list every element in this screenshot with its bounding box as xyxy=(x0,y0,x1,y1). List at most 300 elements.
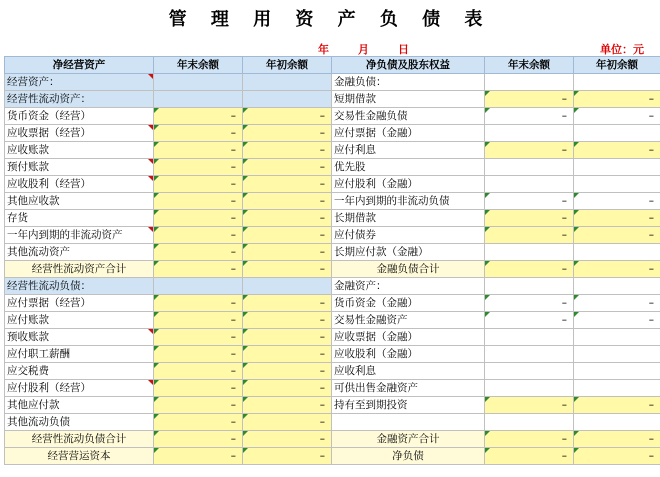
right-year-begin-cell[interactable] xyxy=(574,159,660,176)
table-row xyxy=(5,210,660,227)
cell-value: – xyxy=(561,195,567,207)
right-year-begin-cell[interactable] xyxy=(574,193,660,210)
formula-indicator-icon xyxy=(243,295,248,300)
cell-value: – xyxy=(319,331,325,343)
right-year-end-cell[interactable] xyxy=(485,193,574,210)
cell-value: – xyxy=(230,195,236,207)
formula-indicator-icon xyxy=(154,363,159,368)
balance-sheet-table xyxy=(4,56,660,465)
cell-value: – xyxy=(319,144,325,156)
formula-indicator-icon xyxy=(574,142,579,147)
formula-indicator-icon xyxy=(243,380,248,385)
table-row xyxy=(5,295,660,312)
left-label-cell[interactable] xyxy=(5,227,154,244)
left-year-begin-cell[interactable] xyxy=(243,227,332,244)
header-right-year-end[interactable]: 年末余额 xyxy=(485,57,574,74)
formula-indicator-icon xyxy=(574,193,579,198)
formula-indicator-icon xyxy=(154,125,159,130)
right-year-end-cell[interactable] xyxy=(485,125,574,142)
formula-indicator-icon xyxy=(574,295,579,300)
right-year-end-cell[interactable] xyxy=(485,295,574,312)
table-row xyxy=(5,312,660,329)
right-year-end-cell[interactable] xyxy=(485,244,574,261)
formula-indicator-icon xyxy=(154,414,159,419)
left-year-begin-cell[interactable] xyxy=(243,363,332,380)
cell-value: – xyxy=(648,93,654,105)
header-left-year-end[interactable]: 年末余额 xyxy=(154,57,243,74)
left-year-end-cell[interactable] xyxy=(154,414,243,431)
left-year-begin-cell[interactable] xyxy=(243,91,332,108)
cell-value: – xyxy=(319,382,325,394)
left-year-begin-cell[interactable] xyxy=(243,295,332,312)
right-year-begin-cell[interactable] xyxy=(574,278,660,295)
formula-indicator-icon xyxy=(154,448,159,453)
right-label-cell[interactable]: 货币资金（金融） xyxy=(332,295,485,312)
formula-indicator-icon xyxy=(485,295,490,300)
left-year-end-cell[interactable] xyxy=(154,193,243,210)
cell-value: – xyxy=(319,450,325,462)
right-label-cell[interactable]: 金融资产： xyxy=(332,278,485,295)
cell-value: – xyxy=(561,450,567,462)
header-right-year-begin[interactable]: 年初余额 xyxy=(574,57,660,74)
cell-value: – xyxy=(230,229,236,241)
header-net-liabilities-equity[interactable]: 净负债及股东权益 xyxy=(332,57,485,74)
right-label-cell[interactable]: 净负债 xyxy=(332,448,485,465)
left-year-end-cell[interactable] xyxy=(154,125,243,142)
comment-indicator-icon xyxy=(148,176,153,181)
left-label-cell[interactable]: 经营性流动负债合计 xyxy=(5,431,154,448)
formula-indicator-icon xyxy=(154,312,159,317)
formula-indicator-icon xyxy=(485,431,490,436)
left-year-end-cell[interactable] xyxy=(154,91,243,108)
cell-value: – xyxy=(319,433,325,445)
right-year-end-cell[interactable] xyxy=(485,74,574,91)
formula-indicator-icon xyxy=(574,312,579,317)
formula-indicator-icon xyxy=(154,159,159,164)
cell-value: – xyxy=(648,229,654,241)
formula-indicator-icon xyxy=(154,346,159,351)
cell-value: – xyxy=(561,229,567,241)
cell-value: – xyxy=(319,263,325,275)
left-year-begin-cell[interactable] xyxy=(243,312,332,329)
cell-value: – xyxy=(319,195,325,207)
cell-value: – xyxy=(230,314,236,326)
left-year-end-cell[interactable] xyxy=(154,227,243,244)
formula-indicator-icon xyxy=(243,125,248,130)
right-label-cell[interactable]: 应付股利（金融） xyxy=(332,176,485,193)
left-year-end-cell[interactable] xyxy=(154,159,243,176)
formula-indicator-icon xyxy=(574,227,579,232)
formula-indicator-icon xyxy=(243,261,248,266)
table-row xyxy=(5,91,660,108)
unit-label: 单位：元 xyxy=(600,43,644,56)
left-year-begin-cell[interactable] xyxy=(243,329,332,346)
table-row xyxy=(5,380,660,397)
left-year-end-cell[interactable] xyxy=(154,329,243,346)
formula-indicator-icon xyxy=(243,346,248,351)
right-label-cell[interactable]: 应付票据（金融） xyxy=(332,125,485,142)
left-label-cell[interactable] xyxy=(5,176,154,193)
table-row xyxy=(5,176,660,193)
cell-value: – xyxy=(230,263,236,275)
cell-value: – xyxy=(561,263,567,275)
cell-value: – xyxy=(648,110,654,122)
left-label-cell[interactable] xyxy=(5,329,154,346)
right-year-begin-cell[interactable] xyxy=(574,380,660,397)
right-label-cell[interactable]: 应收利息 xyxy=(332,363,485,380)
cell-value: – xyxy=(648,450,654,462)
cell-value: – xyxy=(230,246,236,258)
left-label-cell[interactable]: 其他流动资产 xyxy=(5,244,154,261)
right-label-cell[interactable]: 一年内到期的非流动负债 xyxy=(332,193,485,210)
right-year-begin-cell[interactable] xyxy=(574,363,660,380)
cell-value: – xyxy=(648,195,654,207)
formula-indicator-icon xyxy=(485,210,490,215)
left-label-cell[interactable]: 经营性流动负债： xyxy=(5,278,154,295)
left-year-begin-cell[interactable] xyxy=(243,397,332,414)
cell-value: – xyxy=(319,297,325,309)
right-year-begin-cell[interactable] xyxy=(574,261,660,278)
right-year-begin-cell[interactable] xyxy=(574,125,660,142)
right-label-cell[interactable]: 交易性金融资产 xyxy=(332,312,485,329)
right-label-cell[interactable]: 应付利息 xyxy=(332,142,485,159)
cell-text: 预付账款 xyxy=(7,161,49,173)
table-row xyxy=(5,414,660,431)
cell-value: – xyxy=(230,399,236,411)
left-year-end-cell[interactable] xyxy=(154,278,243,295)
formula-indicator-icon xyxy=(154,244,159,249)
formula-indicator-icon xyxy=(243,448,248,453)
formula-indicator-icon xyxy=(243,244,248,249)
cell-text: 一年内到期的非流动资产 xyxy=(7,229,123,241)
left-year-begin-cell[interactable] xyxy=(243,414,332,431)
right-year-end-cell[interactable] xyxy=(485,91,574,108)
formula-indicator-icon xyxy=(154,329,159,334)
table-row xyxy=(5,329,660,346)
left-year-begin-cell[interactable] xyxy=(243,210,332,227)
formula-indicator-icon xyxy=(243,193,248,198)
right-year-end-cell[interactable] xyxy=(485,414,574,431)
right-label-cell[interactable]: 应付债券 xyxy=(332,227,485,244)
formula-indicator-icon xyxy=(485,193,490,198)
left-label-cell[interactable]: 其他应付款 xyxy=(5,397,154,414)
header-row xyxy=(5,57,660,74)
cell-value: – xyxy=(648,144,654,156)
left-label-cell[interactable]: 存货 xyxy=(5,210,154,227)
cell-text: 应付股利（经营） xyxy=(7,382,91,394)
cell-value: – xyxy=(230,331,236,343)
left-label-cell[interactable]: 应交税费 xyxy=(5,363,154,380)
right-year-begin-cell[interactable] xyxy=(574,346,660,363)
left-year-begin-cell[interactable] xyxy=(243,346,332,363)
right-year-begin-cell[interactable] xyxy=(574,108,660,125)
table-row xyxy=(5,278,660,295)
date-unit-row xyxy=(0,40,660,56)
left-label-cell[interactable] xyxy=(5,159,154,176)
left-year-end-cell[interactable] xyxy=(154,295,243,312)
left-year-end-cell[interactable] xyxy=(154,142,243,159)
formula-indicator-icon xyxy=(243,159,248,164)
cell-value: – xyxy=(648,263,654,275)
right-year-end-cell[interactable] xyxy=(485,346,574,363)
right-year-begin-cell[interactable] xyxy=(574,142,660,159)
cell-value: – xyxy=(319,127,325,139)
right-year-end-cell[interactable] xyxy=(485,448,574,465)
formula-indicator-icon xyxy=(154,142,159,147)
right-year-end-cell[interactable] xyxy=(485,159,574,176)
right-year-begin-cell[interactable] xyxy=(574,431,660,448)
left-year-begin-cell[interactable] xyxy=(243,261,332,278)
cell-value: – xyxy=(230,433,236,445)
left-label-cell[interactable]: 应付票据（经营） xyxy=(5,295,154,312)
left-year-begin-cell[interactable] xyxy=(243,193,332,210)
right-label-cell[interactable]: 金融负债： xyxy=(332,74,485,91)
right-label-cell[interactable]: 优先股 xyxy=(332,159,485,176)
cell-value: – xyxy=(319,246,325,258)
formula-indicator-icon xyxy=(485,397,490,402)
right-label-cell[interactable]: 可供出售金融资产 xyxy=(332,380,485,397)
left-year-end-cell[interactable] xyxy=(154,176,243,193)
cell-value: – xyxy=(319,178,325,190)
formula-indicator-icon xyxy=(154,295,159,300)
cell-value: – xyxy=(319,161,325,173)
left-year-end-cell[interactable] xyxy=(154,261,243,278)
cell-value: – xyxy=(561,110,567,122)
cell-value: – xyxy=(648,399,654,411)
formula-indicator-icon xyxy=(243,431,248,436)
right-year-end-cell[interactable] xyxy=(485,329,574,346)
left-year-end-cell[interactable] xyxy=(154,312,243,329)
left-year-end-cell[interactable] xyxy=(154,397,243,414)
formula-indicator-icon xyxy=(574,261,579,266)
cell-value: – xyxy=(648,297,654,309)
right-label-cell[interactable]: 交易性金融负债 xyxy=(332,108,485,125)
formula-indicator-icon xyxy=(485,261,490,266)
left-label-cell[interactable] xyxy=(5,380,154,397)
formula-indicator-icon xyxy=(485,227,490,232)
cell-value: – xyxy=(648,212,654,224)
right-label-cell[interactable] xyxy=(332,414,485,431)
table-row xyxy=(5,397,660,414)
formula-indicator-icon xyxy=(574,210,579,215)
left-label-cell[interactable]: 其他应收款 xyxy=(5,193,154,210)
formula-indicator-icon xyxy=(243,329,248,334)
formula-indicator-icon xyxy=(154,227,159,232)
left-label-cell[interactable]: 其他流动负债 xyxy=(5,414,154,431)
comment-indicator-icon xyxy=(148,159,153,164)
header-net-operating-assets[interactable]: 净经营资产 xyxy=(5,57,154,74)
day-label: 日 xyxy=(398,43,409,56)
left-year-end-cell[interactable] xyxy=(154,363,243,380)
cell-value: – xyxy=(319,399,325,411)
right-year-end-cell[interactable] xyxy=(485,312,574,329)
formula-indicator-icon xyxy=(243,363,248,368)
right-label-cell[interactable]: 长期借款 xyxy=(332,210,485,227)
left-label-cell[interactable] xyxy=(5,74,154,91)
left-year-end-cell[interactable] xyxy=(154,431,243,448)
right-year-begin-cell[interactable] xyxy=(574,295,660,312)
left-label-cell[interactable]: 应付账款 xyxy=(5,312,154,329)
right-label-cell[interactable]: 短期借款 xyxy=(332,91,485,108)
formula-indicator-icon xyxy=(154,261,159,266)
left-year-begin-cell[interactable] xyxy=(243,244,332,261)
cell-text: 经营资产： xyxy=(7,76,60,88)
right-year-begin-cell[interactable] xyxy=(574,91,660,108)
cell-value: – xyxy=(230,127,236,139)
right-label-cell[interactable]: 持有至到期投资 xyxy=(332,397,485,414)
right-year-end-cell[interactable] xyxy=(485,431,574,448)
table-row xyxy=(5,346,660,363)
left-year-begin-cell[interactable] xyxy=(243,125,332,142)
left-year-end-cell[interactable] xyxy=(154,74,243,91)
left-year-begin-cell[interactable] xyxy=(243,448,332,465)
left-year-end-cell[interactable] xyxy=(154,380,243,397)
comment-indicator-icon xyxy=(148,227,153,232)
formula-indicator-icon xyxy=(574,91,579,96)
right-label-cell[interactable]: 应收股利（金融） xyxy=(332,346,485,363)
left-year-end-cell[interactable] xyxy=(154,210,243,227)
right-year-begin-cell[interactable] xyxy=(574,210,660,227)
left-year-end-cell[interactable] xyxy=(154,346,243,363)
cell-value: – xyxy=(230,382,236,394)
left-year-end-cell[interactable] xyxy=(154,448,243,465)
right-year-end-cell[interactable] xyxy=(485,278,574,295)
formula-indicator-icon xyxy=(485,91,490,96)
formula-indicator-icon xyxy=(485,142,490,147)
table-row xyxy=(5,108,660,125)
right-year-begin-cell[interactable] xyxy=(574,227,660,244)
cell-value: – xyxy=(561,212,567,224)
cell-value: – xyxy=(561,314,567,326)
cell-value: – xyxy=(319,416,325,428)
cell-text: 应收票据（经营） xyxy=(7,127,91,139)
cell-value: – xyxy=(230,161,236,173)
header-left-year-begin[interactable]: 年初余额 xyxy=(243,57,332,74)
left-year-begin-cell[interactable] xyxy=(243,380,332,397)
left-year-end-cell[interactable] xyxy=(154,108,243,125)
cell-value: – xyxy=(230,365,236,377)
cell-text: 预收账款 xyxy=(7,331,49,343)
right-year-begin-cell[interactable] xyxy=(574,329,660,346)
right-year-end-cell[interactable] xyxy=(485,108,574,125)
left-label-cell[interactable]: 经营性流动资产合计 xyxy=(5,261,154,278)
left-label-cell[interactable]: 应付职工薪酬 xyxy=(5,346,154,363)
right-year-end-cell[interactable] xyxy=(485,227,574,244)
table-row xyxy=(5,363,660,380)
formula-indicator-icon xyxy=(154,431,159,436)
right-label-cell[interactable]: 长期应付款（金融） xyxy=(332,244,485,261)
formula-indicator-icon xyxy=(243,414,248,419)
right-year-end-cell[interactable] xyxy=(485,210,574,227)
formula-indicator-icon xyxy=(574,108,579,113)
right-year-begin-cell[interactable] xyxy=(574,448,660,465)
sheet-title: 管 理 用 资 产 负 债 表 xyxy=(168,9,492,30)
right-label-cell[interactable]: 金融资产合计 xyxy=(332,431,485,448)
formula-indicator-icon xyxy=(154,380,159,385)
left-year-begin-cell[interactable] xyxy=(243,142,332,159)
left-label-cell[interactable] xyxy=(5,125,154,142)
formula-indicator-icon xyxy=(243,312,248,317)
left-year-begin-cell[interactable] xyxy=(243,176,332,193)
cell-text: 应收股利（经营） xyxy=(7,178,91,190)
cell-value: – xyxy=(319,110,325,122)
cell-value: – xyxy=(230,110,236,122)
cell-value: – xyxy=(230,416,236,428)
left-label-cell[interactable]: 货币资金（经营） xyxy=(5,108,154,125)
cell-value: – xyxy=(648,314,654,326)
table-row xyxy=(5,159,660,176)
formula-indicator-icon xyxy=(485,108,490,113)
year-label: 年 xyxy=(318,43,329,56)
comment-indicator-icon xyxy=(148,125,153,130)
left-year-begin-cell[interactable] xyxy=(243,159,332,176)
right-year-end-cell[interactable] xyxy=(485,363,574,380)
right-year-begin-cell[interactable] xyxy=(574,176,660,193)
formula-indicator-icon xyxy=(243,227,248,232)
cell-value: – xyxy=(230,144,236,156)
cell-value: – xyxy=(561,399,567,411)
table-row xyxy=(5,142,660,159)
formula-indicator-icon xyxy=(243,176,248,181)
right-year-end-cell[interactable] xyxy=(485,261,574,278)
table-row xyxy=(5,244,660,261)
cell-value: – xyxy=(319,365,325,377)
formula-indicator-icon xyxy=(485,312,490,317)
formula-indicator-icon xyxy=(154,397,159,402)
left-year-begin-cell[interactable] xyxy=(243,74,332,91)
table-row xyxy=(5,193,660,210)
cell-value: – xyxy=(230,178,236,190)
right-label-cell[interactable]: 应收票据（金融） xyxy=(332,329,485,346)
right-year-begin-cell[interactable] xyxy=(574,397,660,414)
table-row xyxy=(5,448,660,465)
left-label-cell[interactable]: 经营营运资本 xyxy=(5,448,154,465)
right-year-end-cell[interactable] xyxy=(485,142,574,159)
left-year-begin-cell[interactable] xyxy=(243,278,332,295)
formula-indicator-icon xyxy=(154,108,159,113)
right-label-cell[interactable]: 金融负债合计 xyxy=(332,261,485,278)
right-year-begin-cell[interactable] xyxy=(574,244,660,261)
right-year-begin-cell[interactable] xyxy=(574,74,660,91)
formula-indicator-icon xyxy=(243,108,248,113)
right-year-end-cell[interactable] xyxy=(485,397,574,414)
right-year-end-cell[interactable] xyxy=(485,380,574,397)
table-row xyxy=(5,431,660,448)
cell-value: – xyxy=(230,450,236,462)
formula-indicator-icon xyxy=(243,142,248,147)
table-row xyxy=(5,261,660,278)
table-row xyxy=(5,227,660,244)
cell-value: – xyxy=(561,93,567,105)
left-year-end-cell[interactable] xyxy=(154,244,243,261)
left-label-cell[interactable]: 应收账款 xyxy=(5,142,154,159)
cell-value: – xyxy=(230,212,236,224)
right-year-begin-cell[interactable] xyxy=(574,414,660,431)
left-label-cell[interactable]: 经营性流动资产： xyxy=(5,91,154,108)
left-year-begin-cell[interactable] xyxy=(243,431,332,448)
formula-indicator-icon xyxy=(243,397,248,402)
left-year-begin-cell[interactable] xyxy=(243,108,332,125)
right-year-end-cell[interactable] xyxy=(485,176,574,193)
cell-value: – xyxy=(561,297,567,309)
cell-value: – xyxy=(561,144,567,156)
month-label: 月 xyxy=(358,43,369,56)
cell-value: – xyxy=(319,314,325,326)
table-row xyxy=(5,125,660,142)
table-row xyxy=(5,74,660,91)
cell-value: – xyxy=(230,348,236,360)
right-year-begin-cell[interactable] xyxy=(574,312,660,329)
